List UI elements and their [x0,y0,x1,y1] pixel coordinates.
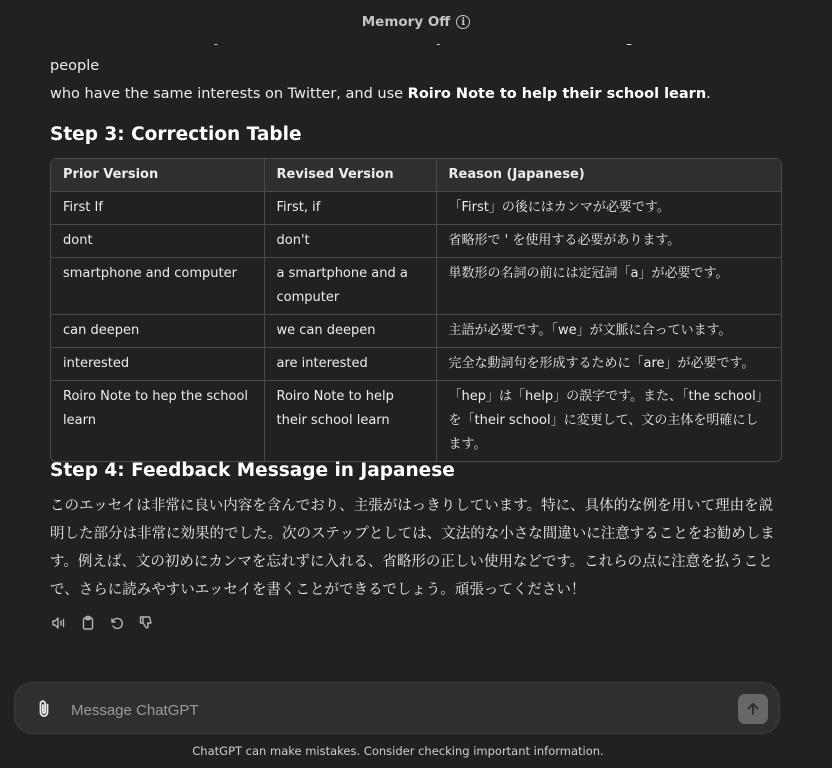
table-header-row [51,159,781,192]
column-header-prior: Prior Version [51,159,264,192]
table-row [51,348,781,381]
send-button[interactable] [738,694,768,724]
step4-heading: Step 4: Feedback Message in Japanese [50,460,455,481]
cell-prior: smartphone and computer [51,258,264,315]
table-row [51,225,781,258]
intro-line-1: people [50,58,100,74]
message-input[interactable] [69,695,673,725]
memory-status: Memory Off [361,14,451,30]
cell-reason: 単数形の名詞の前には定冠詞「a」が必要です。 [436,258,781,315]
column-header-revised: Revised Version [264,159,436,192]
cell-reason: 「First」の後にはカンマが必要です。 [436,192,781,225]
disclaimer: ChatGPT can make mistakes. Consider checking important information. [192,744,604,758]
message-composer [14,682,780,734]
intro-line-2-end: . [706,86,711,102]
correction-table [50,158,782,462]
info-icon[interactable]: i [456,15,470,29]
table-row [51,192,781,225]
paperclip-icon[interactable] [33,698,55,720]
cell-revised: First, if [264,192,436,225]
cell-revised: a smartphone and a computer [264,258,436,315]
feedback-paragraph: このエッセイは非常に良い内容を含んでおり、主張がはっきりしています。特に、具体的な例を用いて理由を説明した部分は非常に効果的でした。次のステップとしては、文法的な小さな間違いに注意することをお勧めします。例えば、文の初めにカンマを忘れずに入れる、省略形の正しい使用などです。これらの点に注意を払うことで、さらに読みやすいエッセイを書くことができるでしょう。頑張ってください！ [50,498,775,598]
cell-revised: don't [264,225,436,258]
cell-reason: 省略形で ' を使用する必要があります。 [436,225,781,258]
message-actions [50,614,154,631]
cell-revised: we can deepen [264,315,436,348]
assistant-message [50,40,782,640]
cell-prior: dont [51,225,264,258]
cell-prior: can deepen [51,315,264,348]
arrow-up-icon [745,701,761,717]
copy-icon[interactable] [79,614,96,631]
cell-revised: are interested [264,348,436,381]
cell-reason: 主語が必要です。「we」が文脈に合っています。 [436,315,781,348]
cell-revised: Roiro Note to help their school learn [264,381,436,462]
read-aloud-icon[interactable] [50,614,67,631]
thumbs-down-icon[interactable] [137,614,154,631]
cell-reason: 「hep」は「help」の誤字です。また、「the school」を「their school」に変更して、文の主体を明確にします。 [448,389,769,452]
table-row [51,258,781,315]
cell-prior: First If [51,192,264,225]
cell-prior: Roiro Note to hep the school learn [51,381,264,462]
intro-line-2-bold: Roiro Note to help their school learn [407,86,707,102]
table-row [51,381,781,462]
cell-reason: 完全な動詞句を形成するために「are」が必要です。 [436,348,781,381]
step3-heading: Step 3: Correction Table [50,124,302,145]
top-bar [0,0,832,44]
intro-line-2-start: who have the same interests on Twitter, and use [50,86,408,102]
cell-prior: interested [51,348,264,381]
table-row [51,315,781,348]
column-header-reason: Reason (Japanese) [436,159,781,192]
regenerate-icon[interactable] [108,614,125,631]
